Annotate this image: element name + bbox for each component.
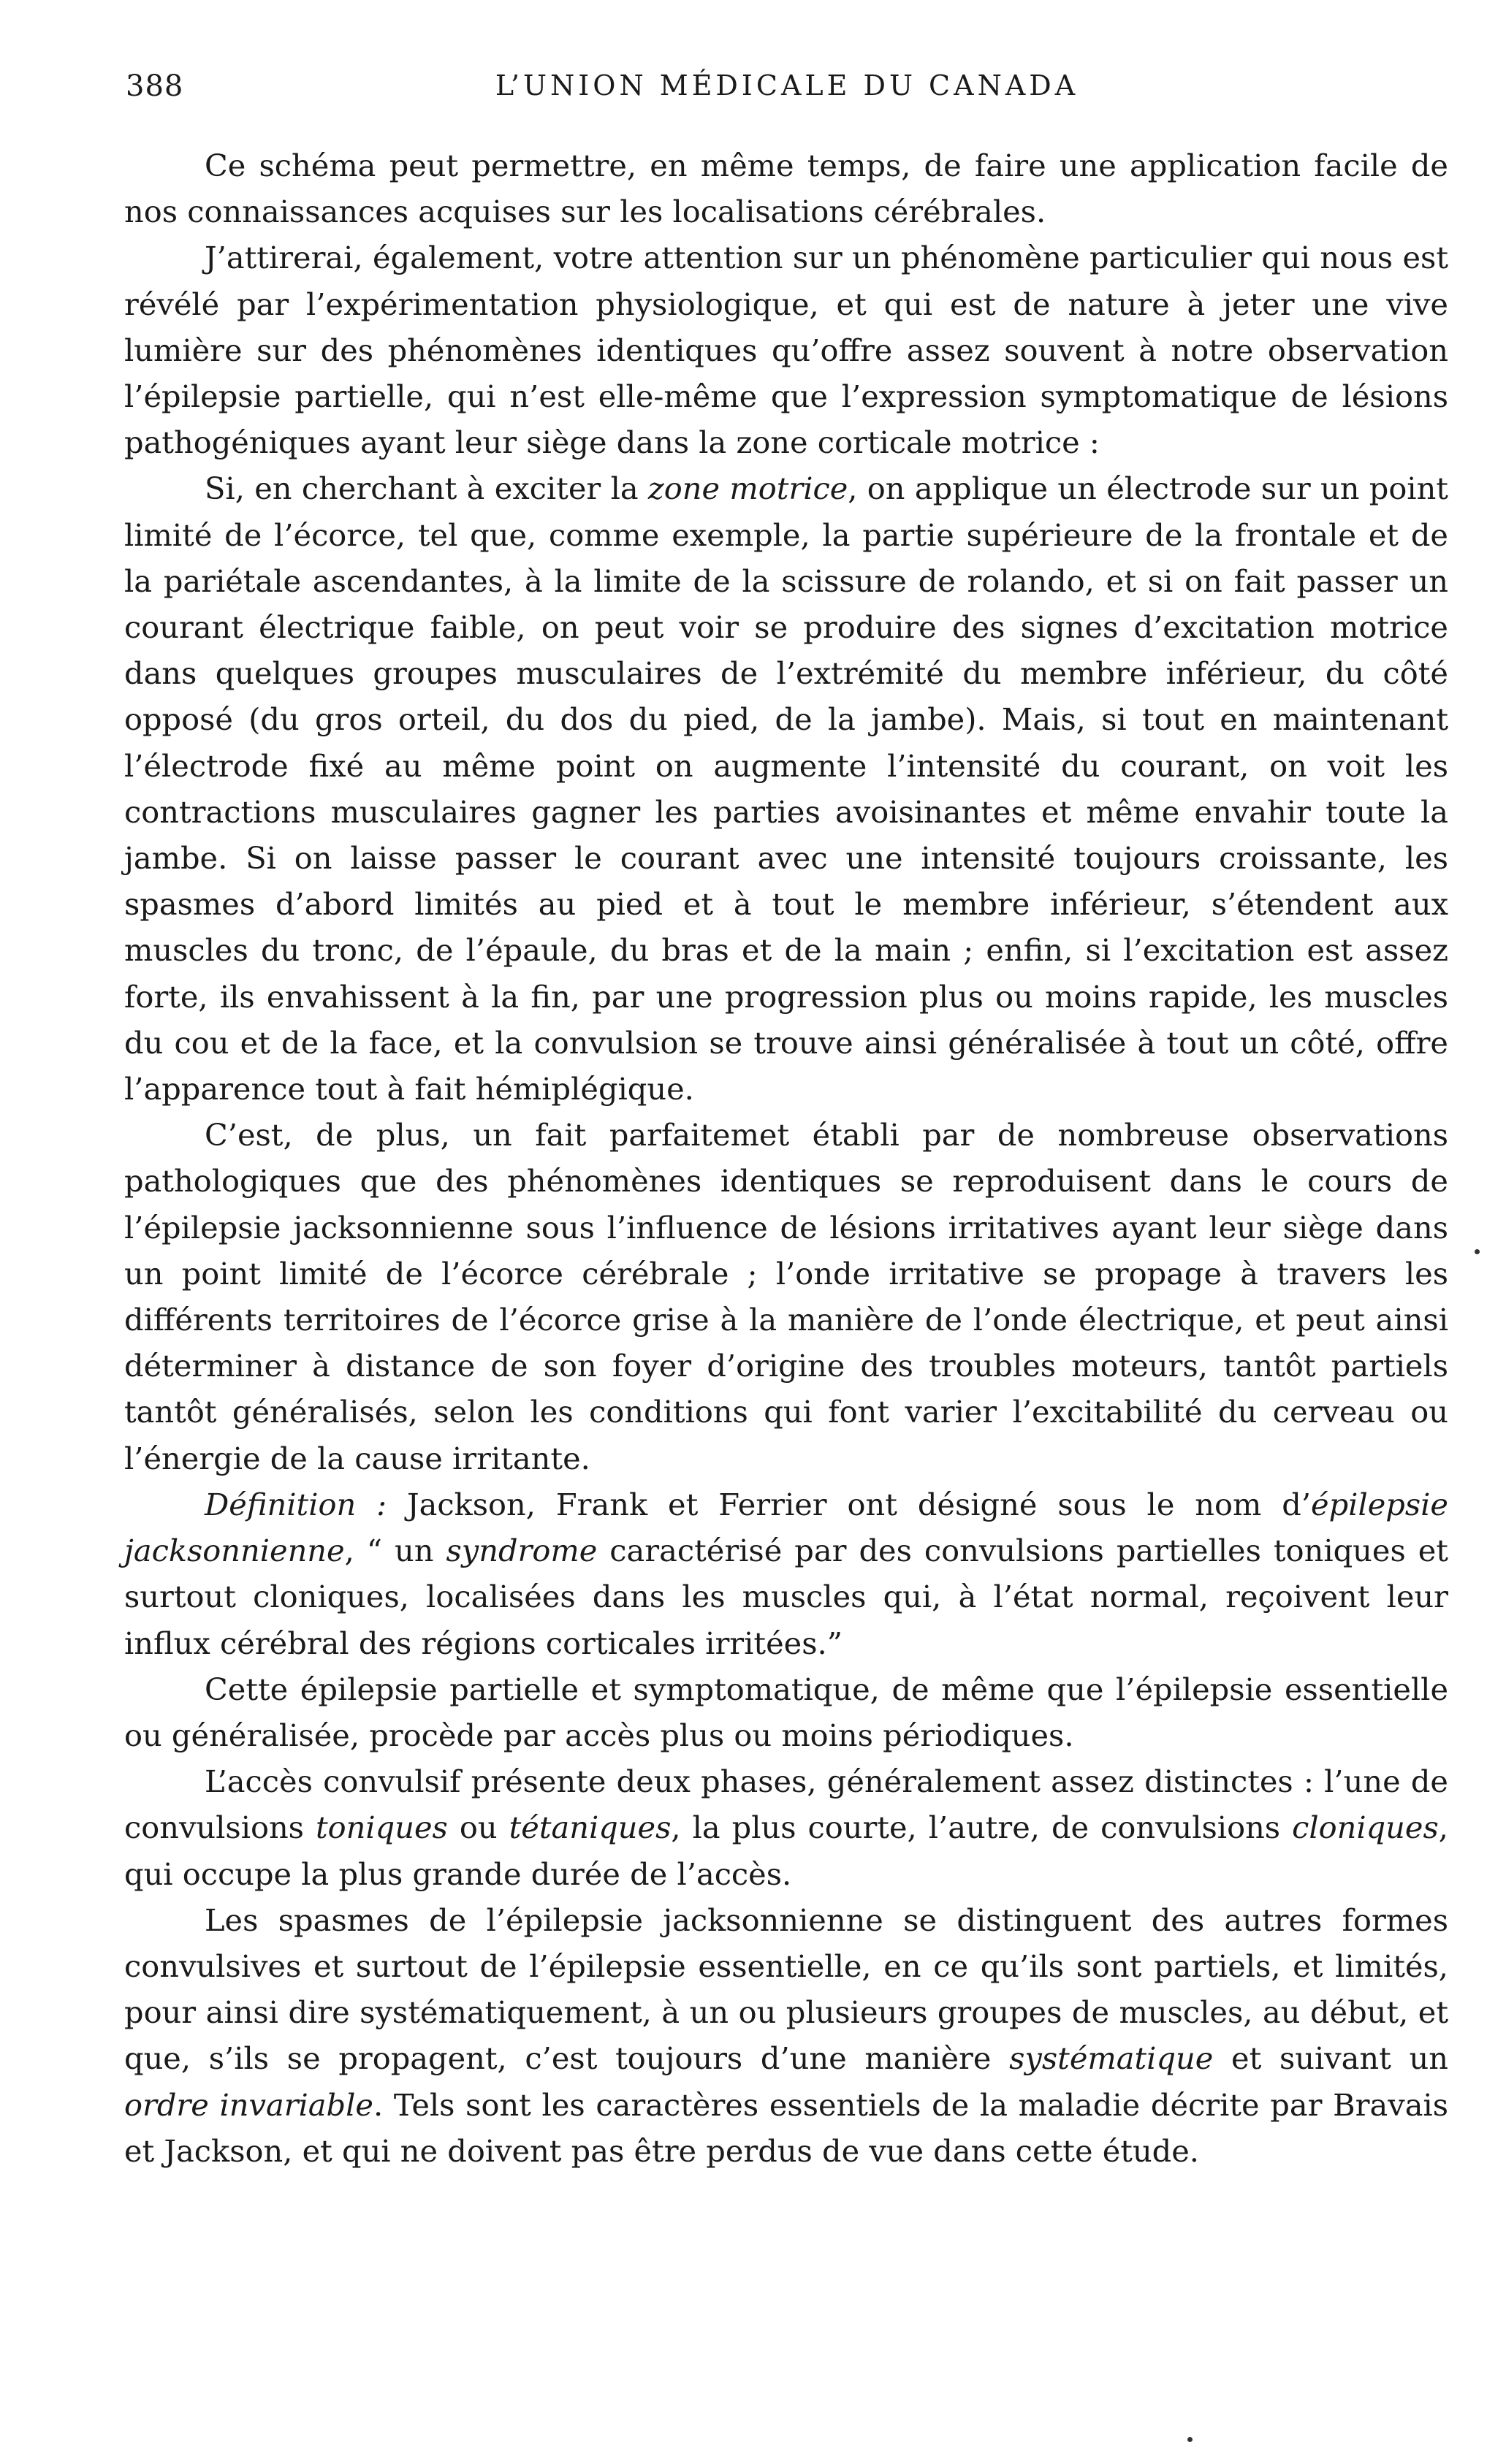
paragraph-7-text-4: , qui occupe la plus grande durée de l’accès. — [124, 1809, 1448, 1892]
paragraph-7-text-2: ou — [447, 1809, 509, 1846]
page-header — [126, 69, 1448, 113]
emphasis-epilepsie-jacksonnienne: épilepsie jacksonnienne — [124, 1486, 1448, 1569]
paragraph-4: C’est, de plus, un fait parfaitemet établi par de nombreuse observations pathologiques que des phénomènes identiques se reproduisent dans le cours de l’épilepsie jacksonnienne sous l’influence de lésions irritatives ayant leur siège dans un point limité de l’écorce cérébrale ; l’onde irritative se propage à travers les différents territoires de l’écorce grise à la manière de l’onde électrique, et peut ainsi déterminer à distance de son foyer d’origine des troubles moteurs, tantôt partiels tantôt généralisés, selon les conditions qui font varier l’excitabilité du cerveau ou l’énergie de la cause irritante. — [124, 1117, 1448, 1476]
paragraph-7-text-3: , la plus courte, l’autre, de convulsions — [671, 1809, 1293, 1846]
definition-label: Définition : — [205, 1486, 387, 1522]
paragraph-3-text: Si, en cherchant à exciter la — [205, 470, 648, 507]
paragraph-3-text-cont: , on applique un électrode sur un point limité de l’écorce, tel que, comme exemple, la partie supérieure de la frontale et de la pariétale ascendantes, à la limite de la scissure de rolando, et si on fait passer un courant électrique faible, on peut voir se produire des signes d’excitation motrice dans quelques groupes musculaires de l’extrémité du membre inférieur, du côté opposé (du gros orteil, du dos du pied, de la jambe). Mais, si tout en maintenant l’électrode fixé au même point on augmente l’intensité du courant, on voit les contractions musculaires gagner les parties avoisinantes et même envahir toute la jambe. Si on laisse passer le courant avec une intensité toujours croissante, les spasmes d’abord limités au pied et à tout le membre inférieur, s’étendent aux muscles du tronc, de l’épaule, du bras et de la main ; enfin, si l’excitation est assez forte, ils envahissent à la fin, par une progression plus ou moins rapide, les muscles du cou et de la face, et la convulsion se trouve ainsi généralisée à tout un côté, offre l’apparence tout à fait hémiplégique. — [124, 470, 1448, 1107]
paragraph-2: J’attirerai, également, votre attention sur un phénomène particulier qui nous est révélé par l’expérimentation physiologique, et qui est de nature à jeter une vive lumière sur des phénomènes identiques qu’offre assez souvent à notre observation l’épilepsie partielle, qui n’est elle-même que l’expression symptomatique de lésions pathogéniques ayant leur siège dans la zone corticale motrice : — [124, 240, 1448, 461]
emphasis-ordre-invariable: ordre invariable — [124, 2086, 373, 2123]
paragraph-definition — [124, 1481, 1448, 1666]
print-speck — [1187, 2437, 1193, 2442]
paragraph-6: Cette épilepsie partielle et symptomatique, de même que l’épilepsie essentielle ou généralisée, procède par accès plus ou moins périodiques. — [124, 1671, 1448, 1753]
emphasis-systematique: systématique — [1009, 2040, 1214, 2077]
paragraph-1: Ce schéma peut permettre, en même temps, de faire une application facile de nos connaissances acquises sur les localisations cérébrales. — [124, 148, 1448, 230]
emphasis-tetaniques: tétaniques — [509, 1809, 672, 1846]
running-title: L’UNION MÉDICALE DU CANADA — [495, 69, 1079, 102]
body-text — [124, 142, 1448, 2174]
emphasis-toniques: toniques — [316, 1809, 448, 1846]
paragraph-8 — [124, 1897, 1448, 2174]
print-speck — [1475, 1249, 1480, 1254]
paragraph-3 — [124, 465, 1448, 1112]
definition-text-2: , “ un — [344, 1533, 446, 1569]
emphasis-zone-motrice: zone motrice — [647, 470, 848, 507]
paragraph-7 — [124, 1758, 1448, 1897]
emphasis-cloniques: cloniques — [1292, 1809, 1439, 1846]
paragraph-8-text: Les spasmes de l’épilepsie jacksonnienne se distinguent des autres formes convulsives et surtout de l’épilepsie essentielle, en ce qu’ils sont partiels, et limités, pour ainsi dire systématiquement, à un ou plusieurs groupes de muscles, au début, et que, s’ils se propagent, c’est toujours d’une manière — [124, 1902, 1448, 2077]
definition-text: Jackson, Frank et Ferrier ont désigné sous le nom d’ — [387, 1486, 1312, 1522]
paragraph-8-text-3: . Tels sont les caractères essentiels de la maladie décrite par Bravais et Jackson, et qui ne doivent pas être perdus de vue dans cette étude. — [124, 2086, 1449, 2169]
emphasis-syndrome: syndrome — [446, 1533, 598, 1569]
paragraph-7-text: L’accès convulsif présente deux phases, généralement assez distinctes : l’une de convulsions — [124, 1763, 1448, 1846]
paragraph-8-text-2: et suivant un — [1213, 2040, 1448, 2077]
page-number: 388 — [126, 69, 184, 103]
definition-text-3: caractérisé par des convulsions partielles toniques et surtout cloniques, localisées dans les muscles qui, à l’état normal, reçoivent leur influx cérébral des régions corticales irritées.” — [124, 1533, 1448, 1661]
